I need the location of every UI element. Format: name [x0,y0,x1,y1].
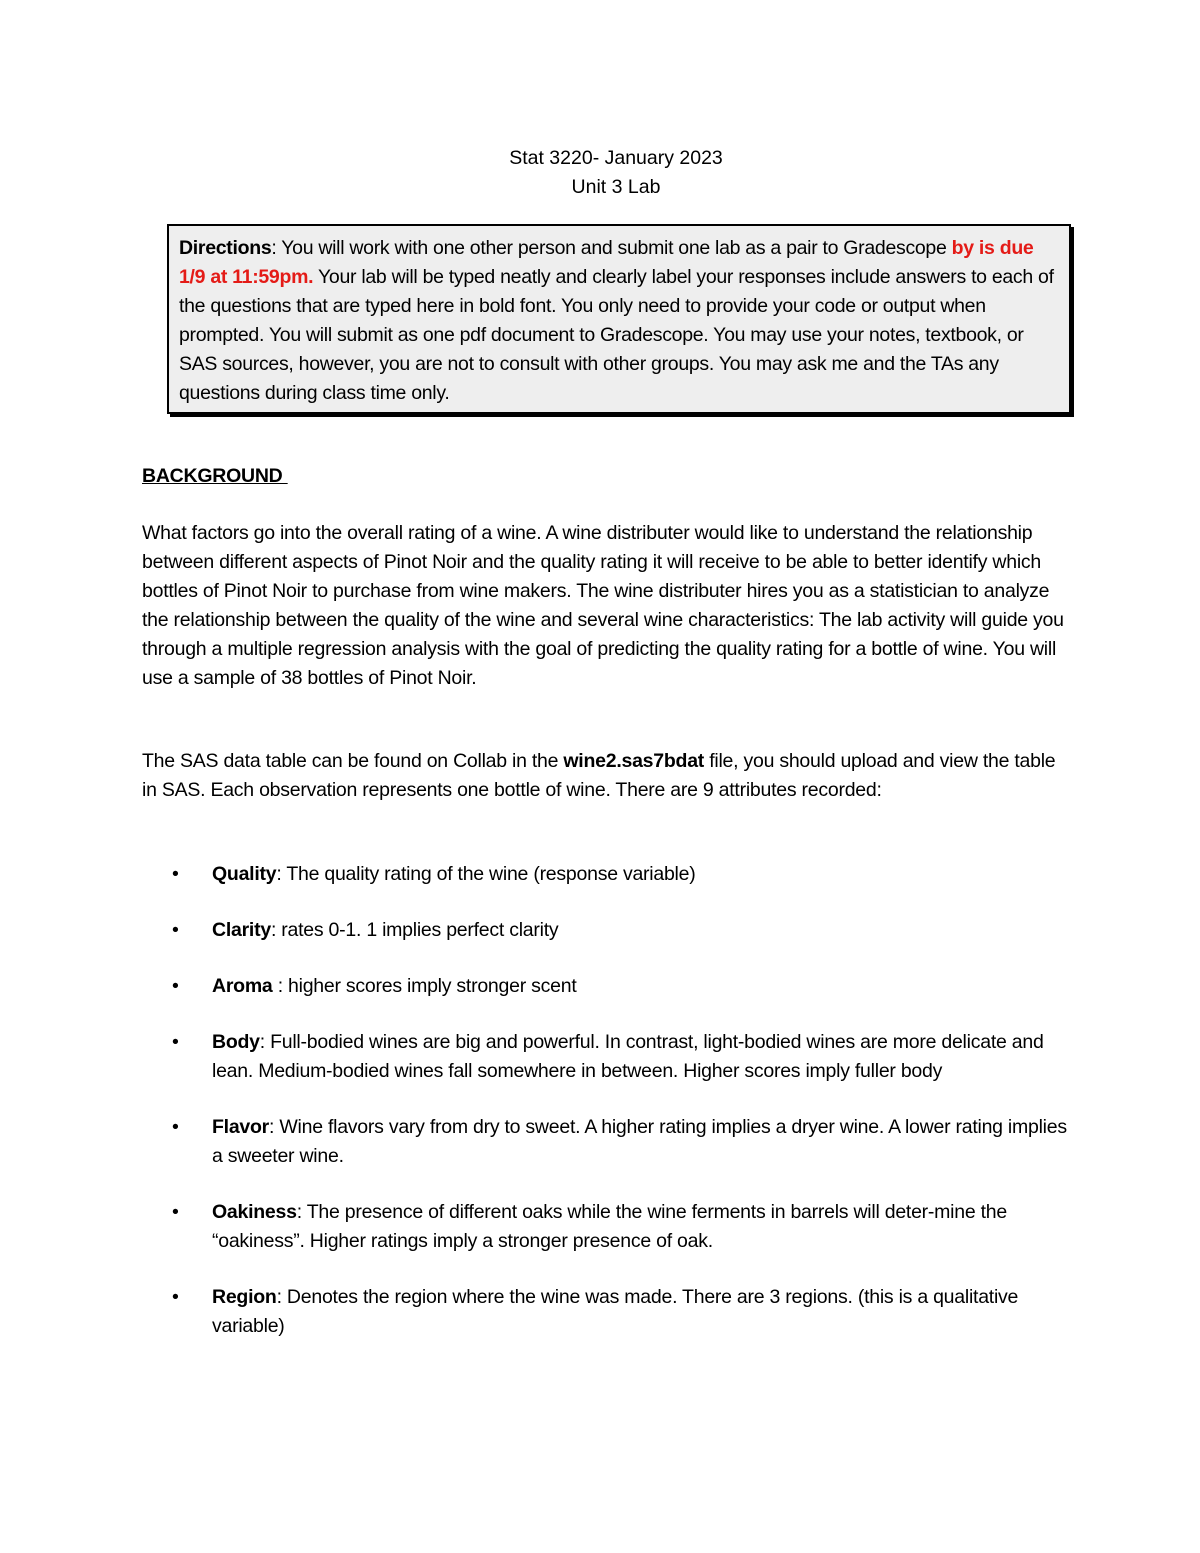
bullet-icon: • [172,863,179,885]
list-item [142,1028,1072,1086]
due-date-text: by is due 1/9 at 11:59pm. [179,237,1034,288]
attribute-name: Flavor [212,1116,270,1138]
attribute-description: : The presence of different oaks while the wine ferments in barrels will deter-mine the “oakiness”. Higher ratings imply a stronger presence of oak. [212,1201,1007,1252]
attribute-name: Quality [212,863,277,885]
bullet-icon: • [172,975,179,997]
list-item [142,1283,1072,1341]
background-paragraph-1-text: What factors go into the overall rating of a wine. A wine distributer would like to understand the relationship between different aspects of Pinot Noir and the quality rating it will receive to be able to better identify which bottles of Pinot Noir to purchase from wine makers. The wine distributer hires you as a statistician to analyze the relationship between the quality of the wine and several wine characteristics: The lab activity will guide you through a multiple regression analysis with the goal of predicting the quality rating for a bottle of wine. You will use a sample of 38 bottles of Pinot Noir. [142,522,1064,689]
bullet-icon: • [172,919,179,941]
background-paragraph-1 [142,519,1072,693]
bullet-icon: • [172,1286,179,1308]
attribute-description: : Denotes the region where the wine was made. There are 3 regions. (this is a qualitative variable) [212,1286,1019,1337]
directions-text-2: Your lab will be typed neatly and clearly label your responses include answers to each of the questions that are typed here in bold font. You only need to provide your code or output when prompted. You will submit as one pdf document to Gradescope. You may use your notes, textbook, or SAS sources, however, you are not to consult with other groups. You may ask me and the TAs any questions during class time only. [179,266,1054,404]
list-item [142,1113,1072,1171]
directions-label: Directions [179,237,272,259]
attribute-description: : Full-bodied wines are big and powerful. In contrast, light-bodied wines are more delicate and lean. Medium-bodied wines fall somewhere in between. Higher scores imply fuller body [212,1031,1044,1082]
list-item [142,860,1072,889]
bullet-icon: • [172,1201,179,1223]
background-heading: BACKGROUND [142,465,288,487]
directions-text-1: : You will work with one other person and submit one lab as a pair to Gradescope [271,237,952,259]
attribute-description: : rates 0-1. 1 implies perfect clarity [270,919,559,941]
attribute-description: : higher scores imply stronger scent [272,975,577,997]
document-subtitle: Unit 3 Lab [571,176,661,198]
attribute-name: Body [212,1031,260,1053]
attribute-description: : Wine flavors vary from dry to sweet. A higher rating implies a dryer wine. A lower rating implies a sweeter wine. [212,1116,1067,1167]
list-item [142,916,1072,945]
list-item [142,1198,1072,1256]
attribute-name: Clarity [212,919,271,941]
paragraph-2-text-b: file, you should upload and view the table in SAS. Each observation represents one bottle of wine. There are 9 attributes recorded: [142,750,1056,801]
background-paragraph-2 [142,747,1072,805]
attribute-list [142,860,1072,1368]
list-item [142,972,1072,1001]
background-heading-section [142,462,1072,491]
bullet-icon: • [172,1031,179,1053]
document-title-block [0,144,1200,202]
directions-box [167,224,1071,414]
attribute-name: Aroma [212,975,273,997]
attribute-name: Oakiness [212,1201,297,1223]
bullet-icon: • [172,1116,179,1138]
data-file-name: wine2.sas7bdat [563,750,705,772]
document-title: Stat 3220- January 2023 [509,147,723,169]
paragraph-2-text-a: The SAS data table can be found on Collab in the [142,750,564,772]
attribute-description: : The quality rating of the wine (response variable) [276,863,696,885]
attribute-name: Region [212,1286,277,1308]
